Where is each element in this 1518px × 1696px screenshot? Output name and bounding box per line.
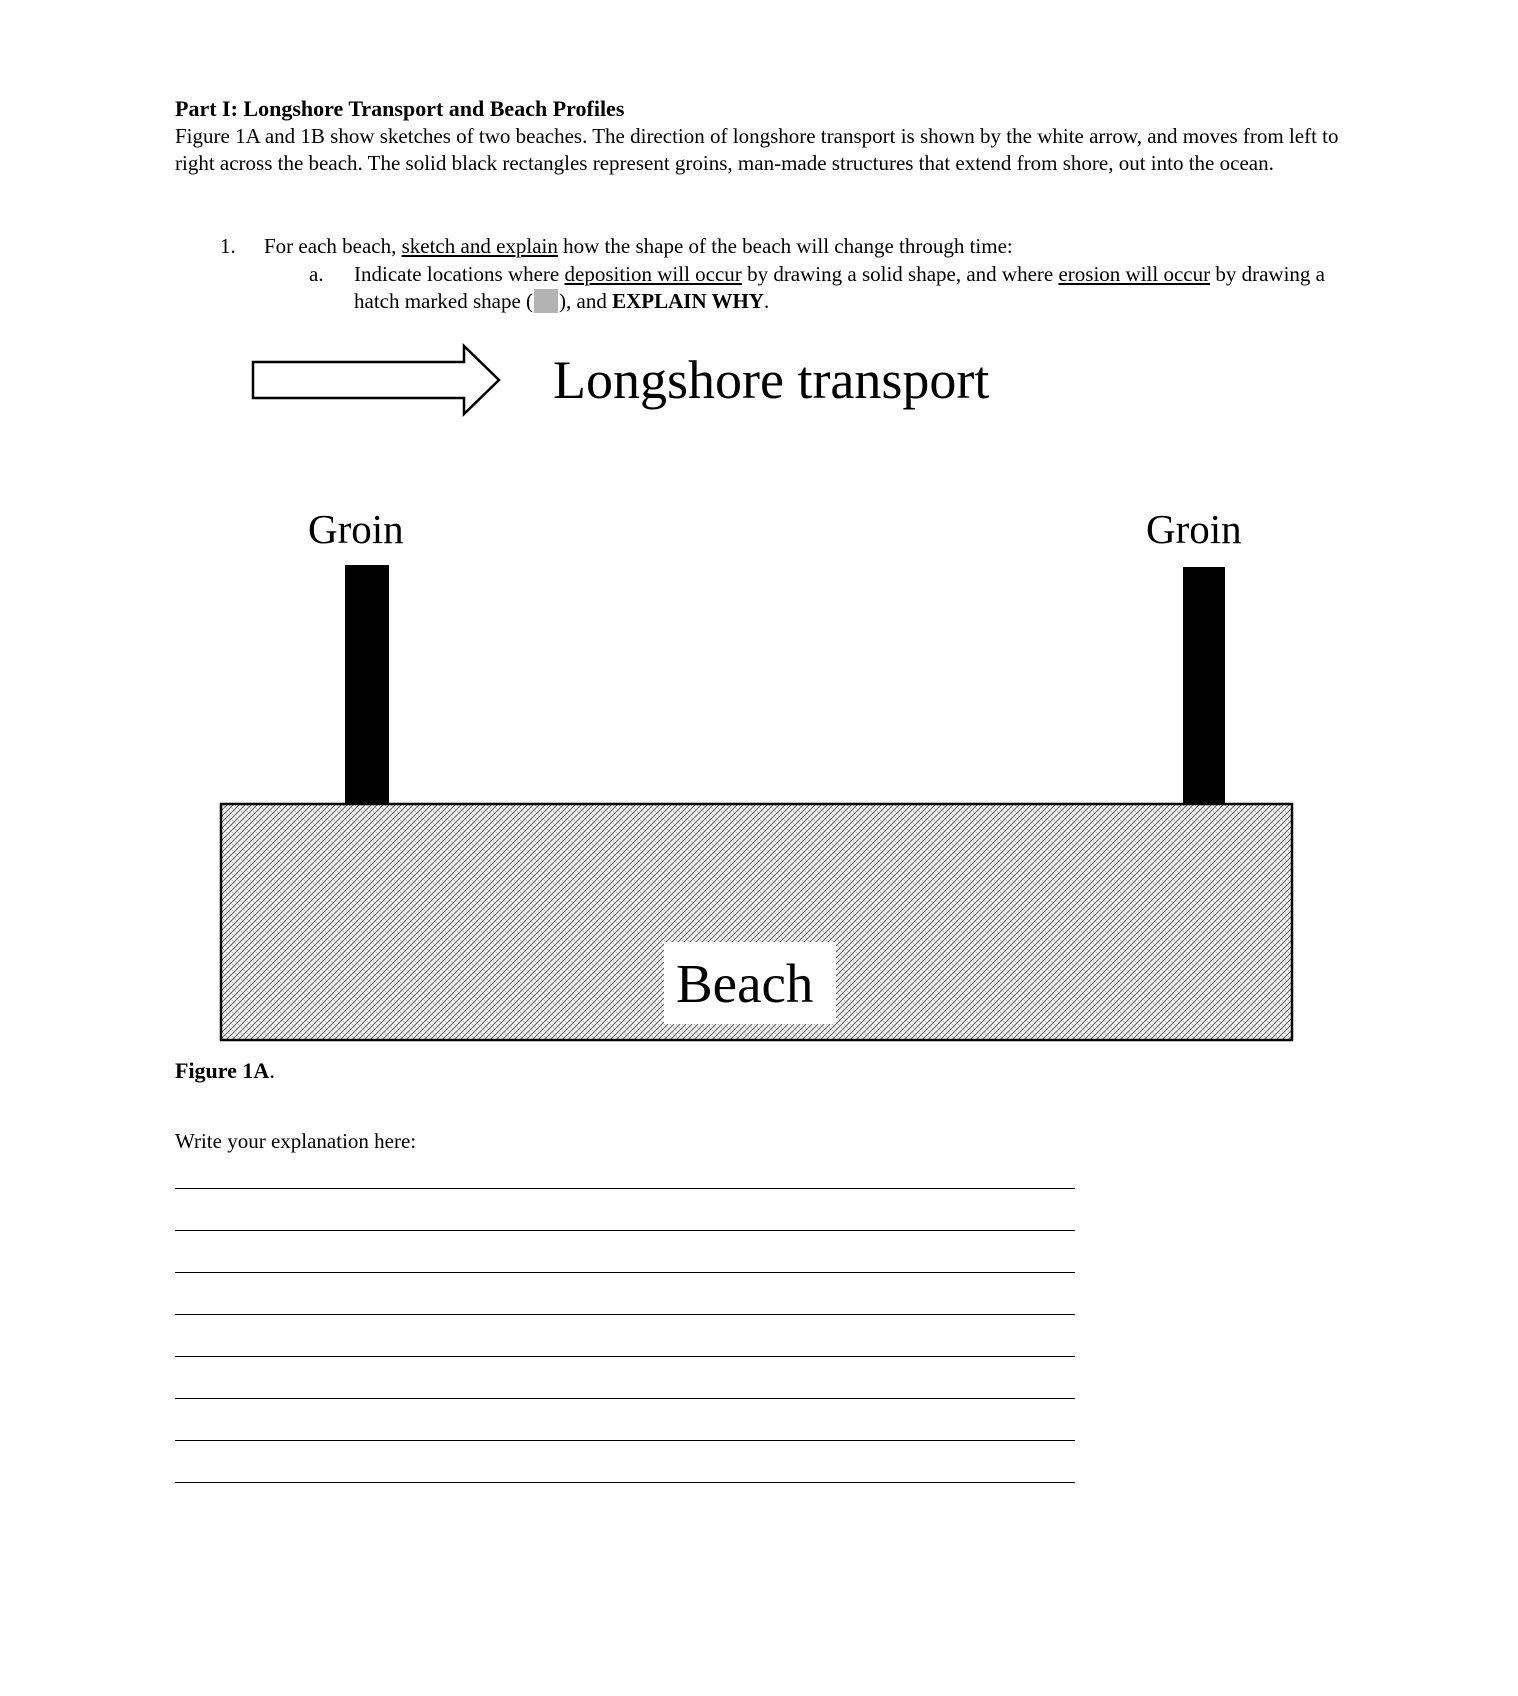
beach-label: Beach [676, 953, 814, 1014]
answer-line[interactable] [175, 1398, 1075, 1399]
answer-line[interactable] [175, 1356, 1075, 1357]
groin-right-label: Groin [1146, 506, 1242, 552]
answer-line[interactable] [175, 1272, 1075, 1273]
figure-caption-after: . [269, 1058, 275, 1083]
longshore-arrow-icon [253, 346, 499, 414]
figure-caption-bold: Figure 1A [175, 1058, 270, 1083]
explanation-label: Write your explanation here: [175, 1129, 417, 1153]
groin-left [345, 565, 389, 805]
answer-line[interactable] [175, 1188, 1075, 1189]
question-text-before: For each beach, [264, 234, 402, 258]
groin-right [1183, 567, 1225, 807]
sub-part1: Indicate locations where [354, 262, 565, 286]
answer-line[interactable] [175, 1230, 1075, 1231]
answer-line[interactable] [175, 1314, 1075, 1315]
question-text-underlined: sketch and explain [401, 234, 558, 258]
answer-line[interactable] [175, 1440, 1075, 1441]
section-heading: Part I: Longshore Transport and Beach Profiles [175, 96, 625, 121]
transport-label: Longshore transport [553, 350, 990, 410]
intro-paragraph: Figure 1A and 1B show sketches of two beaches. The direction of longshore transport is shown by the white arrow, and moves from left to right across the beach. The solid black rectangles represent groins, man-made structures that extend from shore, out into the ocean. [175, 124, 1339, 175]
subquestion-letter: a. [309, 262, 324, 286]
sub-part2: by drawing a solid shape, and where [741, 262, 1059, 286]
explain-why-phrase: EXPLAIN WHY [612, 289, 764, 313]
sub-part3: by drawing a hatch marked shape ( [354, 262, 1325, 313]
answer-line[interactable] [175, 1482, 1075, 1483]
figure-caption [175, 1058, 275, 1084]
sub-part5: . [763, 289, 770, 313]
question-text-after: how the shape of the beach will change through time: [557, 234, 1013, 258]
erosion-phrase: erosion will occur [1058, 262, 1211, 286]
deposition-phrase: deposition will occur [564, 262, 742, 286]
sub-part4: ), and [559, 289, 613, 313]
question-number: 1. [220, 234, 236, 258]
groin-left-label: Groin [308, 506, 404, 552]
